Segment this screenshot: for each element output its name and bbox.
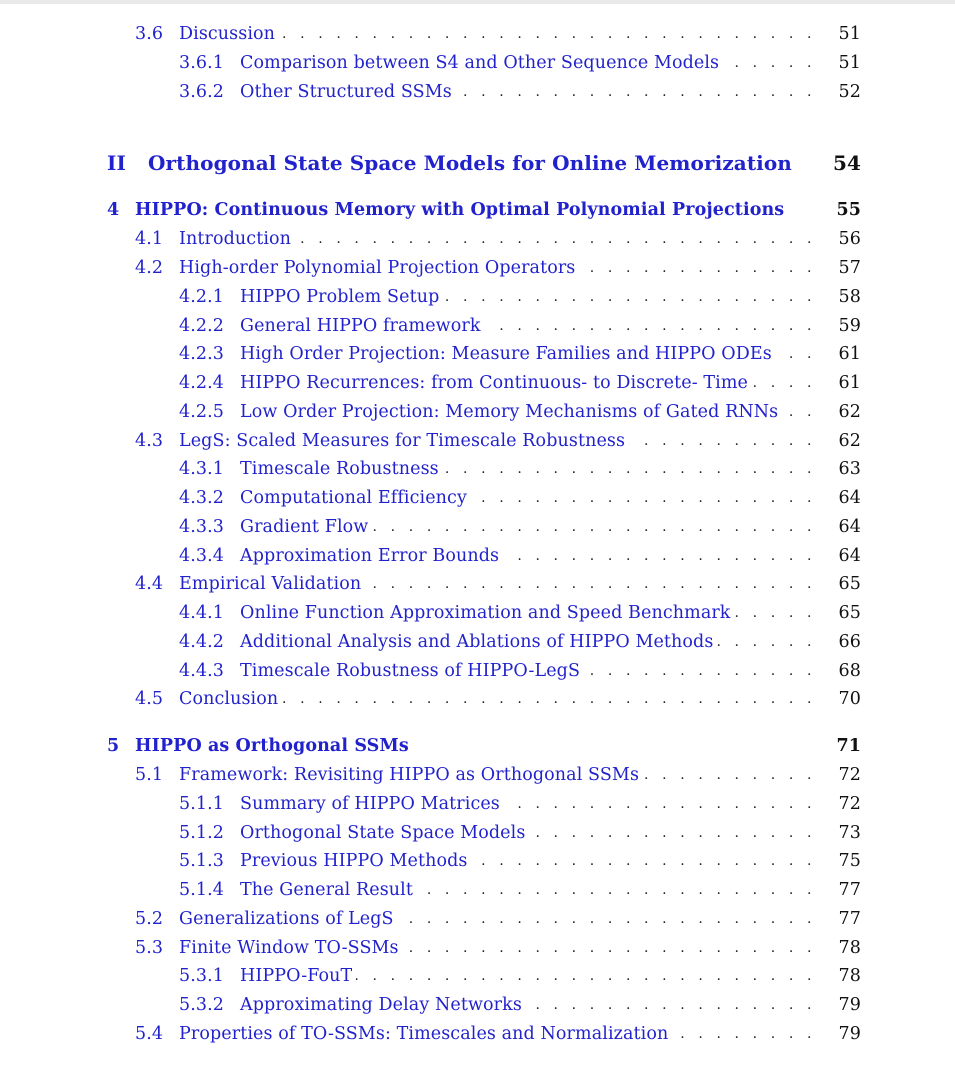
toc-chapter-4[interactable]: [0, 196, 955, 225]
page-number: 52: [838, 81, 861, 102]
section-title[interactable]: Conclusion: [179, 689, 282, 709]
section-title[interactable]: Comparison between S4 and Other Sequence Models: [240, 53, 723, 73]
section-title[interactable]: Timescale Robustness of HIPPO-LegS: [240, 661, 584, 681]
toc-part-2[interactable]: [0, 148, 955, 177]
toc-entry-4-4-2[interactable]: [0, 628, 955, 657]
section-title[interactable]: Additional Analysis and Ablations of HIPPO Methods: [240, 632, 717, 652]
section-title[interactable]: General HIPPO framework: [240, 316, 485, 336]
page-number: 79: [838, 995, 861, 1016]
section-title[interactable]: The General Result: [240, 880, 417, 900]
toc-entry-4-3[interactable]: [0, 426, 955, 455]
page-number: 72: [838, 764, 861, 785]
section-number: 4.3: [135, 430, 164, 451]
top-bar: [0, 0, 955, 4]
section-number: 5.3.2: [179, 995, 225, 1016]
toc-entry-5-1-1[interactable]: [0, 789, 955, 818]
toc-entry-5-1-3[interactable]: [0, 847, 955, 876]
toc-entry-4-2-1[interactable]: [0, 282, 955, 311]
section-title[interactable]: Approximating Delay Networks: [240, 995, 526, 1015]
page-number: 51: [838, 53, 861, 74]
page-number: 62: [838, 430, 861, 451]
section-number: 4.2.5: [179, 401, 225, 422]
section-number: 5.3.1: [179, 966, 225, 987]
part-title[interactable]: Orthogonal State Space Models for Online Memorization: [148, 151, 796, 175]
section-title[interactable]: Discussion: [179, 24, 279, 44]
page-number: 61: [838, 373, 861, 394]
section-title[interactable]: LegS: Scaled Measures for Timescale Robustness: [179, 431, 629, 451]
part-number: II: [107, 150, 126, 175]
section-number: 4.2.3: [179, 344, 225, 365]
toc-entry-4-3-4[interactable]: [0, 541, 955, 570]
section-title[interactable]: HIPPO Problem Setup: [240, 287, 443, 307]
page-number: 56: [838, 229, 861, 250]
section-number: 5.1: [135, 764, 164, 785]
section-title[interactable]: Low Order Projection: Memory Mechanisms of Gated RNNs: [240, 402, 782, 422]
section-title[interactable]: Introduction: [179, 229, 295, 249]
toc-entry-4-3-1[interactable]: [0, 455, 955, 484]
section-title[interactable]: Other Structured SSMs: [240, 82, 456, 102]
page-number: 65: [838, 574, 861, 595]
toc-entry-3-6-1[interactable]: [0, 49, 955, 78]
section-title[interactable]: Properties of TO-SSMs: Timescales and Normalization: [179, 1024, 672, 1044]
toc-entry-5-3[interactable]: [0, 933, 955, 962]
page-number: 78: [838, 966, 861, 987]
section-title[interactable]: Online Function Approximation and Speed Benchmark: [240, 603, 735, 623]
toc-entry-5-4[interactable]: [0, 1020, 955, 1049]
section-title[interactable]: HIPPO Recurrences: from Continuous- to Discrete- Time: [240, 373, 752, 393]
page-number: 75: [838, 851, 861, 872]
toc-entry-4-2-2[interactable]: [0, 311, 955, 340]
toc-entry-5-3-2[interactable]: [0, 991, 955, 1020]
section-title[interactable]: Timescale Robustness: [240, 459, 443, 479]
section-title[interactable]: Previous HIPPO Methods: [240, 851, 471, 871]
toc-entry-4-3-2[interactable]: [0, 484, 955, 513]
section-number: 5.3: [135, 937, 164, 958]
toc-entry-4-2[interactable]: [0, 254, 955, 283]
page-number: 66: [838, 631, 861, 652]
toc-entry-4-4[interactable]: [0, 570, 955, 599]
page-number: 78: [838, 937, 861, 958]
section-number: 4.3.1: [179, 459, 225, 480]
section-number: 5.4: [135, 1023, 164, 1044]
page-number: 64: [838, 516, 861, 537]
toc-entry-4-2-4[interactable]: [0, 369, 955, 398]
section-number: 5.1.3: [179, 851, 225, 872]
page-number: 64: [838, 545, 861, 566]
page-number: 55: [836, 200, 861, 221]
section-title[interactable]: Approximation Error Bounds: [240, 546, 503, 566]
section-number: 4.2.2: [179, 315, 225, 336]
section-number: 4.5: [135, 689, 164, 710]
section-title[interactable]: Generalizations of LegS: [179, 909, 398, 929]
section-number: 3.6.1: [179, 53, 225, 74]
toc-entry-4-4-1[interactable]: [0, 599, 955, 628]
chapter-number: 5: [107, 736, 120, 757]
toc-entry-4-3-3[interactable]: [0, 512, 955, 541]
page-number: 65: [838, 603, 861, 624]
section-number: 4.3.2: [179, 488, 225, 509]
toc-entry-3-6[interactable]: [0, 20, 955, 49]
section-number: 3.6.2: [179, 81, 225, 102]
chapter-number: 4: [107, 200, 120, 221]
section-number: 4.2.4: [179, 373, 225, 394]
toc-entry-5-1[interactable]: [0, 761, 955, 790]
section-title[interactable]: High Order Projection: Measure Families and HIPPO ODEs: [240, 344, 776, 364]
chapter-title[interactable]: HIPPO: Continuous Memory with Optimal Polynomial Projections: [135, 200, 788, 220]
page-number: 79: [838, 1023, 861, 1044]
page-number: 59: [838, 315, 861, 336]
toc-entry-4-5[interactable]: [0, 685, 955, 714]
section-number: 4.4.1: [179, 603, 225, 624]
section-title[interactable]: HIPPO-FouT: [240, 966, 356, 986]
section-number: 5.2: [135, 908, 164, 929]
page-number: 73: [838, 822, 861, 843]
section-number: 4.1: [135, 229, 164, 250]
section-number: 5.1.1: [179, 793, 225, 814]
table-of-contents: [0, 20, 955, 1048]
section-number: 5.1.4: [179, 880, 225, 901]
page-number: 58: [838, 286, 861, 307]
page-number: 54: [832, 150, 861, 175]
page-number: 68: [838, 660, 861, 681]
section-title[interactable]: Orthogonal State Space Models: [240, 823, 529, 843]
toc-entry-3-6-2[interactable]: [0, 78, 955, 107]
page-number: 72: [838, 793, 861, 814]
page-number: 77: [838, 908, 861, 929]
page-number: 57: [838, 257, 861, 278]
section-number: 5.1.2: [179, 822, 225, 843]
chapter-title[interactable]: HIPPO as Orthogonal SSMs: [135, 736, 413, 756]
section-number: 4.2.1: [179, 286, 225, 307]
page-number: 62: [838, 401, 861, 422]
section-number: 4.3.3: [179, 516, 225, 537]
page-number: 63: [838, 459, 861, 480]
section-title[interactable]: Finite Window TO-SSMs: [179, 938, 403, 958]
toc-entry-5-3-1[interactable]: [0, 962, 955, 991]
toc-entry-4-2-3[interactable]: [0, 340, 955, 369]
section-title[interactable]: Gradient Flow: [240, 517, 372, 537]
page-number: 71: [836, 736, 861, 757]
toc-chapter-5[interactable]: [0, 732, 955, 761]
section-number: 4.4.2: [179, 631, 225, 652]
section-title[interactable]: Empirical Validation: [179, 574, 365, 594]
section-number: 4.2: [135, 257, 164, 278]
section-number: 3.6: [135, 24, 164, 45]
section-title[interactable]: Summary of HIPPO Matrices: [240, 794, 504, 814]
page-number: 61: [838, 344, 861, 365]
page-number: 70: [838, 689, 861, 710]
page-number: 64: [838, 488, 861, 509]
page-number: 77: [838, 880, 861, 901]
toc-entry-5-2[interactable]: [0, 904, 955, 933]
toc-entry-4-4-3[interactable]: [0, 656, 955, 685]
section-number: 4.4.3: [179, 660, 225, 681]
page-number: 51: [838, 24, 861, 45]
toc-entry-5-1-4[interactable]: [0, 876, 955, 905]
toc-entry-5-1-2[interactable]: [0, 818, 955, 847]
toc-entry-4-2-5[interactable]: [0, 397, 955, 426]
section-title[interactable]: Framework: Revisiting HIPPO as Orthogonal SSMs: [179, 765, 643, 785]
section-title[interactable]: Computational Efficiency: [240, 488, 471, 508]
section-number: 4.3.4: [179, 545, 225, 566]
section-number: 4.4: [135, 574, 164, 595]
toc-entry-4-1[interactable]: [0, 225, 955, 254]
section-title[interactable]: High-order Polynomial Projection Operators: [179, 258, 579, 278]
